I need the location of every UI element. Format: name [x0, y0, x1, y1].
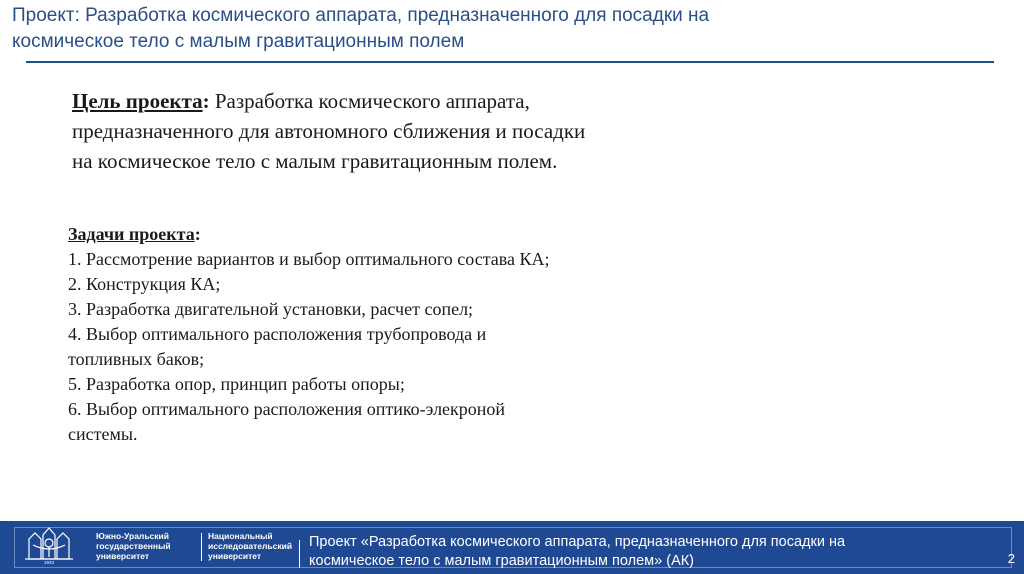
university-type-line-3: университет: [208, 551, 262, 561]
goal-text-line-2: предназначенного для автономного сближения и посадки: [72, 119, 586, 143]
tasks-heading-line: [68, 222, 668, 247]
goal-text-line-3: на космическое тело с малым гравитационным полем.: [72, 149, 558, 173]
task-item: 6. Выбор оптимального расположения оптико-элекроной: [68, 399, 506, 419]
page-number: 2: [1007, 551, 1015, 566]
project-goal: [72, 86, 772, 176]
goal-label: Цель проекта: [72, 89, 203, 113]
university-name: [96, 531, 201, 561]
slide-title-line-2: космическое тело с малым гравитационным полем: [12, 31, 465, 52]
slide-title-line-1: Проект: Разработка космического аппарата, предназначенного для посадки на: [12, 5, 710, 26]
task-item: 4. Выбор оптимального расположения трубопровода и: [68, 324, 487, 344]
tasks-colon: :: [194, 224, 201, 244]
footer-project-title: [309, 533, 969, 571]
task-item: 5. Разработка опор, принцип работы опоры;: [68, 374, 405, 394]
project-tasks: [68, 222, 668, 447]
logo-divider: [201, 533, 202, 561]
footer-project-line-1: Проект «Разработка космического аппарата, предназначенного для посадки на: [309, 534, 846, 550]
university-name-line-1: Южно-Уральский: [96, 531, 169, 541]
university-name-line-3: университет: [96, 551, 150, 561]
slide-title: [12, 3, 1012, 55]
goal-colon: :: [202, 89, 210, 113]
university-name-line-2: государственный: [96, 541, 171, 551]
emblem-year: 1943: [43, 560, 55, 565]
task-item: системы.: [68, 424, 138, 444]
task-item: 3. Разработка двигательной установки, расчет сопел;: [68, 299, 474, 319]
university-type-line-1: Национальный: [208, 531, 273, 541]
footer-project-line-2: космическое тело с малым гравитационным полем» (АК): [309, 553, 695, 569]
university-emblem-icon: [21, 525, 77, 565]
task-item: 2. Конструкция КА;: [68, 274, 221, 294]
tasks-heading: Задачи проекта: [68, 224, 195, 244]
footer-divider: [299, 540, 300, 568]
university-type: [208, 531, 298, 561]
university-type-line-2: исследовательский: [208, 541, 293, 551]
footer-bar: [0, 521, 1024, 574]
title-underline: [26, 61, 994, 63]
task-item: топливных баков;: [68, 349, 205, 369]
goal-text-line-1: Разработка космического аппарата,: [209, 89, 530, 113]
task-item: 1. Рассмотрение вариантов и выбор оптимального состава КА;: [68, 249, 550, 269]
